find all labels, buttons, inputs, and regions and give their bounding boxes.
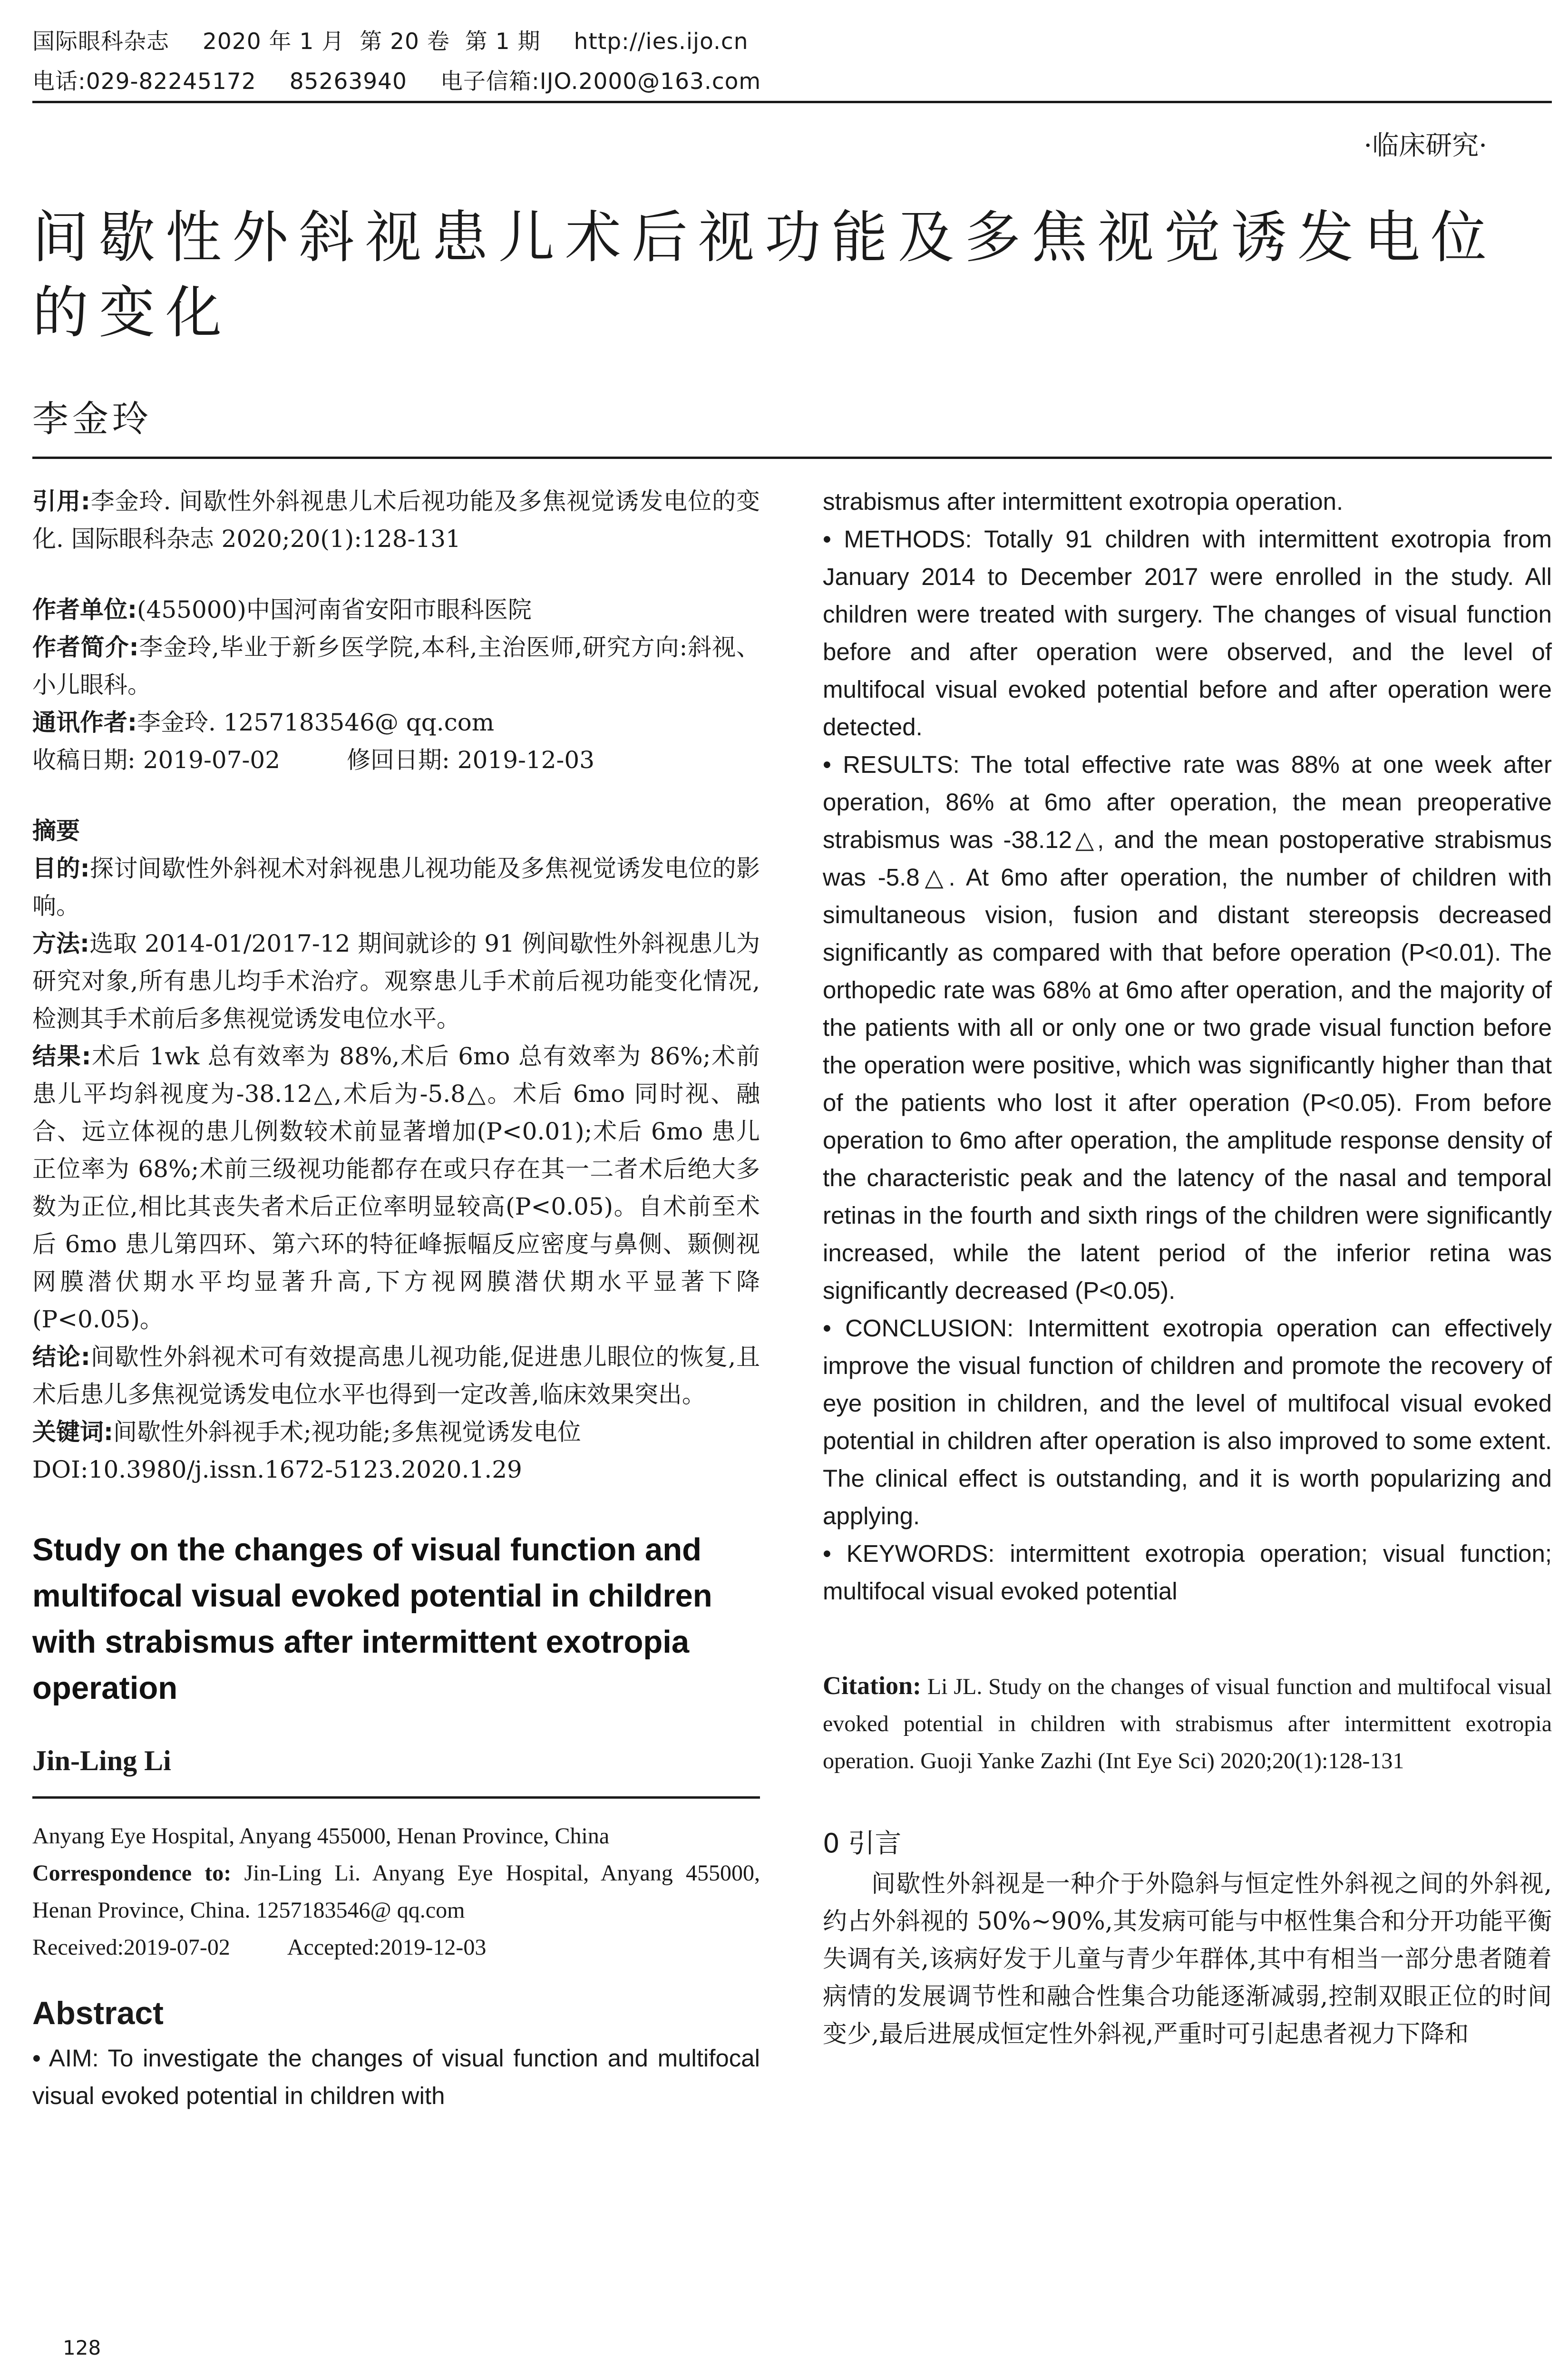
article-title-cn: 间歇性外斜视患儿术后视功能及多焦视觉诱发电位的变化 bbox=[32, 205, 1498, 345]
corresponding-author: 通讯作者:李金玲. 1257183546@ qq.com bbox=[32, 709, 495, 736]
abstract-heading-en: Abstract bbox=[32, 1995, 164, 2031]
article-title-en: Study on the changes of visual function and multifocal visual evoked potential in children with strabismus after intermittent exotropia operation bbox=[32, 1532, 712, 1706]
phone-2: 85263940 bbox=[289, 68, 407, 95]
journal-name: 国际眼科杂志 bbox=[32, 29, 169, 55]
abstract-results-cn: 结果:术后 1wk 总有效率为 88%,术后 6mo 总有效率为 86%;术前患儿平均斜视度为-38.12△,术后为-5.8△。术后 6mo 同时视、融合、远立体视的患儿例数较术前显著增加(P<0.01);术后 6mo 患儿正位率为 68%;术前三级视功能都存在或只存在其一二者术后绝大多数为正位,相比其丧失者术后正位率明显较高(P<0.05)。自术前至术后 6mo 患儿第四环、第六环的特征峰振幅反应密度与鼻侧、颞侧视网膜潜伏期水平均显著升高,下方视网膜潜伏期水平显著下降(P<0.05)。 bbox=[32, 1042, 760, 1333]
author-cn: 李金玲 bbox=[32, 398, 152, 440]
keywords-cn: 关键词:间歇性外斜视手术;视功能;多焦视觉诱发电位 bbox=[32, 1418, 581, 1446]
abstract-methods-en: • METHODS: Totally 91 children with intermittent exotropia from January 2014 to December 2017 were enrolled in the study. All children were treated with surgery. The changes of visual function before and after operation were observed, and the level of multifocal visual evoked potential before and after operation were detected. bbox=[823, 526, 1552, 740]
intro-paragraph: 间歇性外斜视是一种介于外隐斜与恒定性外斜视之间的外斜视,约占外斜视的 50%~90%,其发病可能与中枢性集合和分开功能平衡失调有关,该病好发于儿童与青少年群体,其中有相当一部分患者随着病情的发展调节性和融合性集合功能逐渐减弱,控制双眼正位的时间变少,最后进展成恒定性外斜视,严重时可引起患者视力下降和 bbox=[823, 1870, 1552, 2048]
issue-info: 2020 年 1 月 第 20 卷 第 1 期 bbox=[203, 29, 541, 55]
author-bio: 作者简介:李金玲,毕业于新乡医学院,本科,主治医师,研究方向:斜视、小儿眼科。 bbox=[32, 633, 760, 699]
citation-label: 引用: bbox=[32, 487, 90, 515]
doi[interactable]: DOI:10.3980/j.issn.1672-5123.2020.1.29 bbox=[32, 1456, 522, 1483]
right-column bbox=[823, 483, 1552, 2053]
abstract-conclusion-cn: 结论:间歇性外斜视术可有效提高患儿视功能,促进患儿眼位的恢复,且术后患儿多焦视觉诱发电位水平也得到一定改善,临床效果突出。 bbox=[32, 1343, 760, 1408]
running-header-line1 bbox=[32, 28, 782, 56]
keywords-en: • KEYWORDS: intermittent exotropia operation; visual function; multifocal visual evoked potential bbox=[823, 1540, 1552, 1605]
email: 电子信箱:IJO.2000@163.com bbox=[440, 68, 761, 95]
running-header-line2 bbox=[32, 68, 794, 96]
dates-cn: 收稿日期: 2019-07-02 修回日期: 2019-12-03 bbox=[32, 746, 595, 774]
abstract-results-en: • RESULTS: The total effective rate was 88% at one week after operation, 86% at 6mo after operation, the mean preoperative strabismus was -38.12△, and the mean postoperative strabismus was -5.8△. At 6mo after operation, the number of children with simultaneous vision, fusion and distant stereopsis decreased significantly as compared with that before operation (P<0.01). The orthopedic rate was 68% at 6mo after operation, and the majority of the patients with all or only one or two grade visual function before the operation were positive, which was significantly higher than that of the patients who lost it after operation (P<0.05). From before operation to 6mo after operation, the amplitude response density of the characteristic peak and the latency of the nasal and temporal retinas in the fourth and sixth rings of the children were significantly increased, while the latent period of the inferior retina was significantly decreased (P<0.05). bbox=[823, 751, 1552, 1304]
title-rule bbox=[32, 457, 1552, 459]
citation-en: Citation: Li JL. Study on the changes of visual function and multifocal visual evoked potential in children with strabismus after intermittent exotropia operation. Guoji Yanke Zazhi (Int Eye Sci) 2020;20(1):128-131 bbox=[823, 1671, 1552, 1773]
left-column bbox=[32, 483, 760, 2114]
section-heading-intro: 0 引言 bbox=[823, 1828, 902, 1859]
affiliation-cn: 作者单位:(455000)中国河南省安阳市眼科医院 bbox=[32, 596, 532, 623]
affiliation-en: Anyang Eye Hospital, Anyang 455000, Henan Province, China bbox=[32, 1823, 610, 1849]
author-rule bbox=[32, 1796, 760, 1799]
page-number: 128 bbox=[63, 2336, 101, 2359]
abstract-aim-en: • AIM: To investigate the changes of visual function and multifocal visual evoked potential in children with bbox=[32, 2045, 760, 2109]
phone: 电话:029-82245172 bbox=[32, 68, 256, 95]
dates-en: Received:2019-07-02 Accepted:2019-12-03 bbox=[32, 1935, 487, 1960]
citation-cn: 引用:李金玲. 间歇性外斜视患儿术后视功能及多焦视觉诱发电位的变化. 国际眼科杂志 2020;20(1):128-131 bbox=[32, 487, 760, 553]
abstract-heading-cn: 摘要 bbox=[32, 817, 80, 845]
abstract-aim-en-cont: strabismus after intermittent exotropia operation. bbox=[823, 488, 1344, 515]
journal-url[interactable]: http://ies.ijo.cn bbox=[574, 29, 749, 55]
abstract-conclusion-en: • CONCLUSION: Intermittent exotropia operation can effectively improve the visual function of children and promote the recovery of eye position in children, and the level of multifocal visual evoked potential in children after operation is also improved to some extent. The clinical effect is outstanding, and it is worth popularizing and applying. bbox=[823, 1315, 1552, 1529]
abstract-aim-cn: 目的:探讨间歇性外斜视术对斜视患儿视功能及多焦视觉诱发电位的影响。 bbox=[32, 855, 760, 920]
author-en: Jin-Ling Li bbox=[32, 1745, 171, 1776]
abstract-methods-cn: 方法:选取 2014-01/2017-12 期间就诊的 91 例间歇性外斜视患儿为研究对象,所有患儿均手术治疗。观察患儿手术前后视功能变化情况,检测其手术前后多焦视觉诱发电位水平。 bbox=[32, 930, 760, 1033]
header-rule bbox=[32, 101, 1552, 103]
column-label: ·临床研究· bbox=[1363, 130, 1487, 161]
correspondence-en: Correspondence to: Jin-Ling Li. Anyang Eye Hospital, Anyang 455000, Henan Province, China. 1257183546@ qq.com bbox=[32, 1861, 760, 1923]
